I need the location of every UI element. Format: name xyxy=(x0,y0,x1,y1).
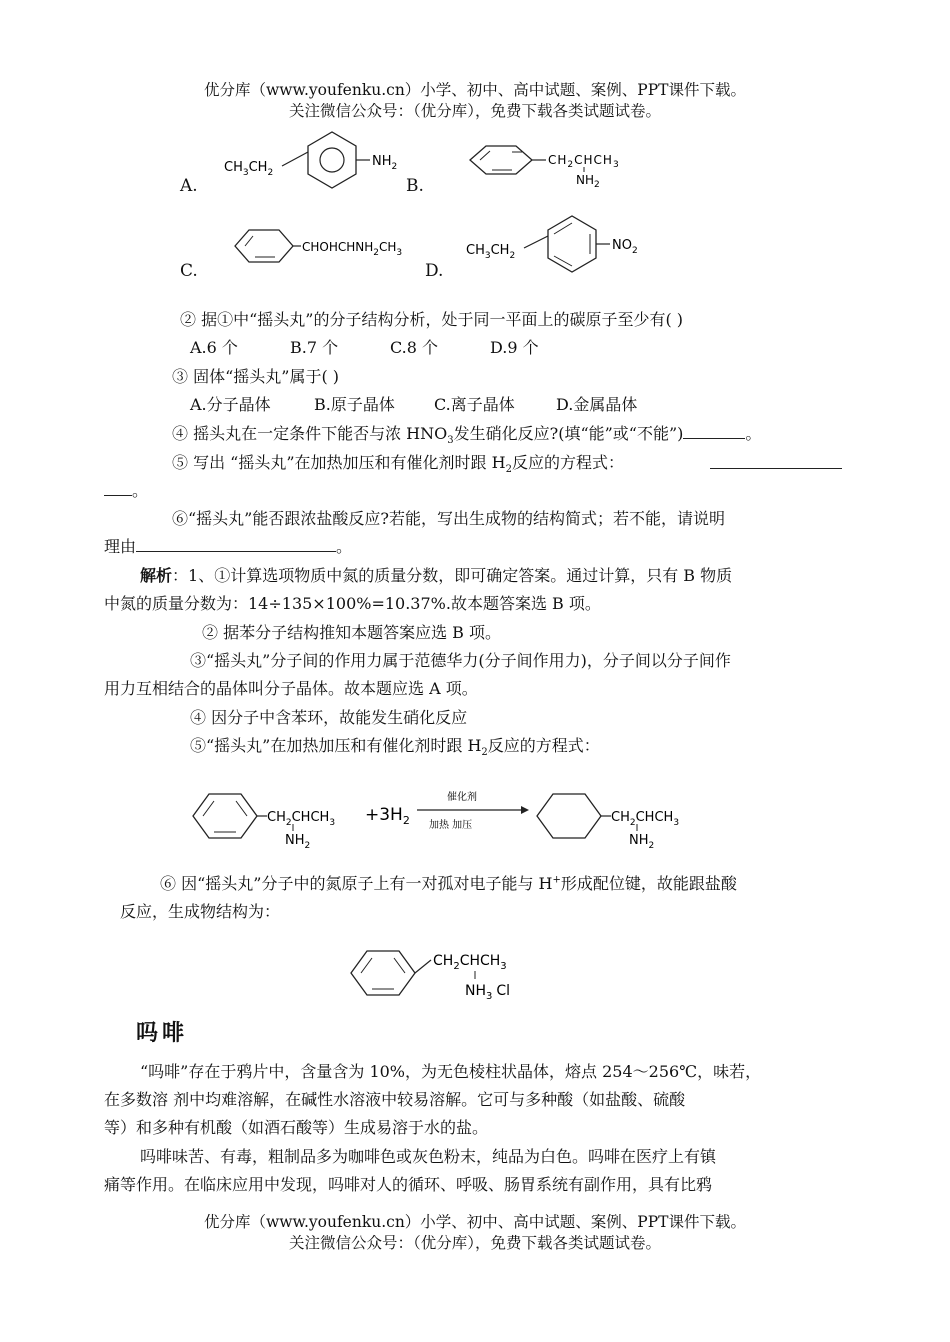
question-6-line-1: ⑥“摇头丸”能否跟浓盐酸反应?若能，写出生成物的结构简式；若不能，请说明 xyxy=(172,509,725,528)
option-a-structure xyxy=(220,130,420,192)
question-3-text: ③ 固体“摇头丸”属于( ) xyxy=(172,367,340,386)
svg-text:CH3CH2: $CH_3CH_2$ xyxy=(466,243,516,261)
svg-text:CH3CH2: $CH_3CH_2$ xyxy=(224,160,274,178)
svg-text:CH2CHCH3: $CH_2CHCH_3$ xyxy=(548,153,620,170)
question-3-option-a: A.分子晶体 xyxy=(190,395,271,414)
analysis-paragraph-5: ⑤“摇头丸”在加热加压和有催化剂时跟 $H_2$反应的方程式： xyxy=(190,736,600,759)
svg-text:CH2CHCH3: $CH_2CHCH_3$ xyxy=(611,810,680,828)
morphine-paragraph-1a: “吗啡”存在于鸦片中，含量含为 10%，为无色棱柱状晶体，熔点 254～256℃，味若， xyxy=(140,1062,762,1081)
question-3-option-c: C.离子晶体 xyxy=(434,395,515,414)
svg-text:NH2: $NH_2$ xyxy=(629,833,655,851)
header-line-1: 优分库（www.youfenku.cn）小学、初中、高中试题、案例、PPT课件下载。 xyxy=(203,81,747,99)
analysis-paragraph-3b: 用力互相结合的晶体叫分子晶体。故本题应选 A 项。 xyxy=(104,679,478,698)
svg-text:NH2: $NH_2$ xyxy=(576,173,600,190)
hydrochloride-structure xyxy=(345,935,545,1015)
svg-text:催化剂: 催化剂 xyxy=(447,792,477,803)
svg-text:NH3Cl: $NH_3$ Cl xyxy=(465,983,511,1002)
answer-blank-5b[interactable] xyxy=(104,481,132,496)
svg-text:NH2: $NH_2$ xyxy=(372,154,398,172)
morphine-paragraph-2b: 痛等作用。在临床应用中发现，吗啡对人的循环、呼吸、肠胃系统有副作用，具有比鸦 xyxy=(104,1175,713,1194)
question-2-option-b: B.7 个 xyxy=(290,338,339,357)
option-c-label: C. xyxy=(180,261,198,281)
question-6-line-2: 理由 。 xyxy=(104,537,353,556)
analysis-paragraph-3a: ③“摇头丸”分子间的作用力属于范德华力(分子间作用力)，分子间以分子间作 xyxy=(190,651,731,670)
question-2-option-d: D.9 个 xyxy=(490,338,539,357)
answer-blank-6[interactable] xyxy=(136,537,336,552)
footer-line-1: 优分库（www.youfenku.cn）小学、初中、高中试题、案例、PPT课件下载。 xyxy=(203,1213,747,1231)
analysis-paragraph-6a: ⑥ 因“摇头丸”分子中的氮原子上有一对孤对电子能与 H+形成配位键，故能跟盐酸 xyxy=(160,874,737,893)
svg-text:+3H2: $+3H_2$ xyxy=(365,805,410,827)
option-b-label: B. xyxy=(406,176,424,196)
question-5-cont: 。 xyxy=(104,478,148,501)
svg-text:NH2: $NH_2$ xyxy=(285,833,311,851)
svg-text:CHOHCHNH2CH3: $CHOHCHNH_2CH_3$ xyxy=(302,240,403,258)
morphine-paragraph-1c: 等）和多种有机酸（如酒石酸等）生成易溶于水的盐。 xyxy=(104,1118,489,1137)
header-line-2: 关注微信公众号：（优分库），免费下载各类试题试卷。 xyxy=(288,102,661,120)
analysis-paragraph-1b: 中氮的质量分数为：14÷135×100%=10.37%.故本题答案选 B 项。 xyxy=(104,594,601,613)
analysis-paragraph-2: ② 据苯分子结构推知本题答案应选 B 项。 xyxy=(202,623,502,642)
morphine-paragraph-1b: 在多数溶 剂中均难溶解，在碱性水溶液中较易溶解。它可与多种酸（如盐酸、硫酸 xyxy=(104,1090,686,1109)
question-2-option-c: C.8 个 xyxy=(390,338,439,357)
option-d-label: D. xyxy=(425,261,444,281)
footer-line-2: 关注微信公众号：（优分库），免费下载各类试题试卷。 xyxy=(288,1234,661,1252)
question-2-option-a: A.6 个 xyxy=(190,338,238,357)
answer-blank-5a[interactable] xyxy=(710,454,842,469)
analysis-paragraph-1a: 解析：1、①计算选项物质中氮的质量分数，即可确定答案。通过计算，只有 B 物质 xyxy=(140,566,733,585)
question-5-text: ⑤ 写出 “摇头丸”在加热加压和有催化剂时跟 $H_2$反应的方程式： xyxy=(172,453,624,476)
svg-text:CH2CHCH3: $CH_2CHCH_3$ xyxy=(433,953,507,972)
question-4-text: ④ 摇头丸在一定条件下能否与浓 $HNO_3$发生硝化反应?(填“能”或“不能”) 。 xyxy=(172,424,762,447)
analysis-paragraph-6b: 反应，生成物结构为： xyxy=(120,902,281,921)
option-b-structure xyxy=(460,130,640,192)
svg-text:NO2: $NO_2$ xyxy=(612,238,638,256)
question-3-option-b: B.原子晶体 xyxy=(314,395,395,414)
option-d-structure xyxy=(462,214,662,276)
option-a-label: A. xyxy=(180,176,198,196)
analysis-paragraph-4: ④ 因分子中含苯环，故能发生硝化反应 xyxy=(190,708,468,727)
option-c-structure xyxy=(225,218,435,278)
morphine-paragraph-2a: 吗啡味苦、有毒，粗制品多为咖啡色或灰色粉末，纯品为白色。吗啡在医疗上有镇 xyxy=(140,1147,717,1166)
hydrogenation-reaction xyxy=(185,778,725,858)
question-3-option-d: D.金属晶体 xyxy=(556,395,638,414)
section-title-morphine: 吗啡 xyxy=(136,1020,189,1046)
svg-text:CH2CHCH3: $CH_2CHCH_3$ xyxy=(267,810,336,828)
svg-text:加热 加压: 加热 加压 xyxy=(429,820,473,831)
question-2-text: ② 据①中“摇头丸”的分子结构分析，处于同一平面上的碳原子至少有( ) xyxy=(180,310,684,329)
answer-blank-4[interactable] xyxy=(683,424,745,439)
